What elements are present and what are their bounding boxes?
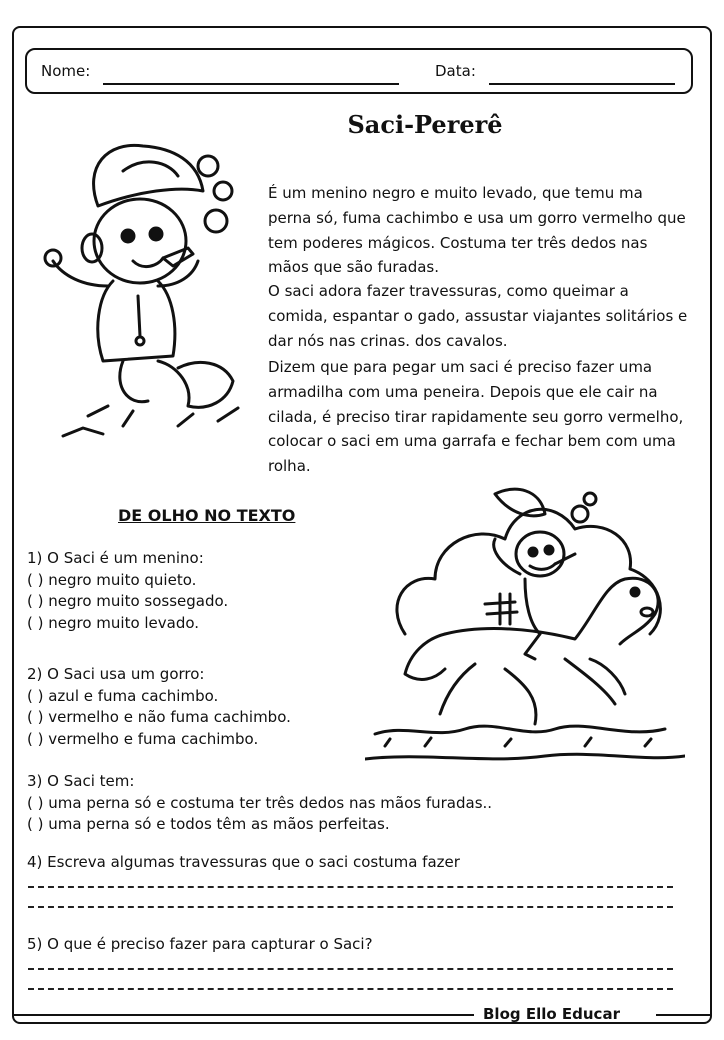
question-3: [27, 771, 492, 836]
question-3-prompt: 3) O Saci tem:: [27, 772, 135, 790]
name-field[interactable]: [103, 83, 399, 85]
question-1-prompt: 1) O Saci é um menino:: [27, 549, 204, 567]
question-4: [27, 852, 460, 874]
question-1: [27, 548, 228, 634]
question-4-prompt: 4) Escreva algumas travessuras que o saci costuma fazer: [27, 853, 460, 871]
page-title: Saci-Pererê: [347, 110, 503, 139]
question-5-prompt: 5) O que é preciso fazer para capturar o Saci?: [27, 935, 373, 953]
footer-divider-left: [12, 1014, 474, 1016]
saci-pipe-illustration: [28, 136, 258, 446]
story-paragraph-3: Dizem que para pegar um saci é preciso fazer uma armadilha com uma peneira. Depois que ele cair na cilada, é preciso tirar rapidamente seu gorro vermelho, colocar o saci em uma garrafa e fechar bem com uma rolha.: [268, 358, 684, 476]
question-3-option-1[interactable]: ( ) uma perna só e costuma ter três dedos nas mãos furadas..: [27, 793, 493, 812]
question-2-option-2[interactable]: ( ) vermelho e não fuma cachimbo.: [27, 708, 291, 726]
footer-divider-right: [656, 1014, 712, 1016]
question-4-answer-line-2[interactable]: [28, 906, 673, 908]
question-1-option-3[interactable]: ( ) negro muito levado.: [27, 613, 200, 632]
question-4-answer-line-1[interactable]: [28, 886, 673, 888]
question-3-option-2[interactable]: ( ) uma perna só e todos têm as mãos perfeitas.: [27, 815, 390, 833]
question-2: [27, 664, 291, 750]
story-paragraph-1: É um menino negro e muito levado, que temu ma perna só, fuma cachimbo e usa um gorro vermelho que tem poderes mágicos. Costuma ter três dedos nas mãos que são furadas.: [268, 184, 686, 277]
saci-horse-illustration: [365, 484, 685, 784]
question-2-prompt: 2) O Saci usa um gorro:: [27, 665, 205, 683]
section-title: DE OLHO NO TEXTO: [118, 506, 296, 525]
header-box: [25, 48, 693, 94]
question-1-option-1[interactable]: ( ) negro muito quieto.: [27, 570, 197, 589]
question-2-option-3[interactable]: ( ) vermelho e fuma cachimbo.: [27, 729, 259, 748]
date-field[interactable]: [489, 83, 675, 85]
story-paragraph-2: O saci adora fazer travessuras, como queimar a comida, espantar o gado, assustar viajantes solitários e dar nós nas crinas. dos cavalos.: [268, 282, 688, 350]
date-label: Data:: [435, 62, 476, 80]
question-5: [27, 934, 373, 956]
question-5-answer-line-2[interactable]: [28, 988, 673, 990]
name-label: Nome:: [41, 62, 91, 80]
question-5-answer-line-1[interactable]: [28, 968, 673, 970]
question-2-option-1[interactable]: ( ) azul e fuma cachimbo.: [27, 686, 219, 705]
question-1-option-2[interactable]: ( ) negro muito sossegado.: [27, 592, 229, 610]
footer-credit: Blog Ello Educar: [483, 1005, 620, 1023]
